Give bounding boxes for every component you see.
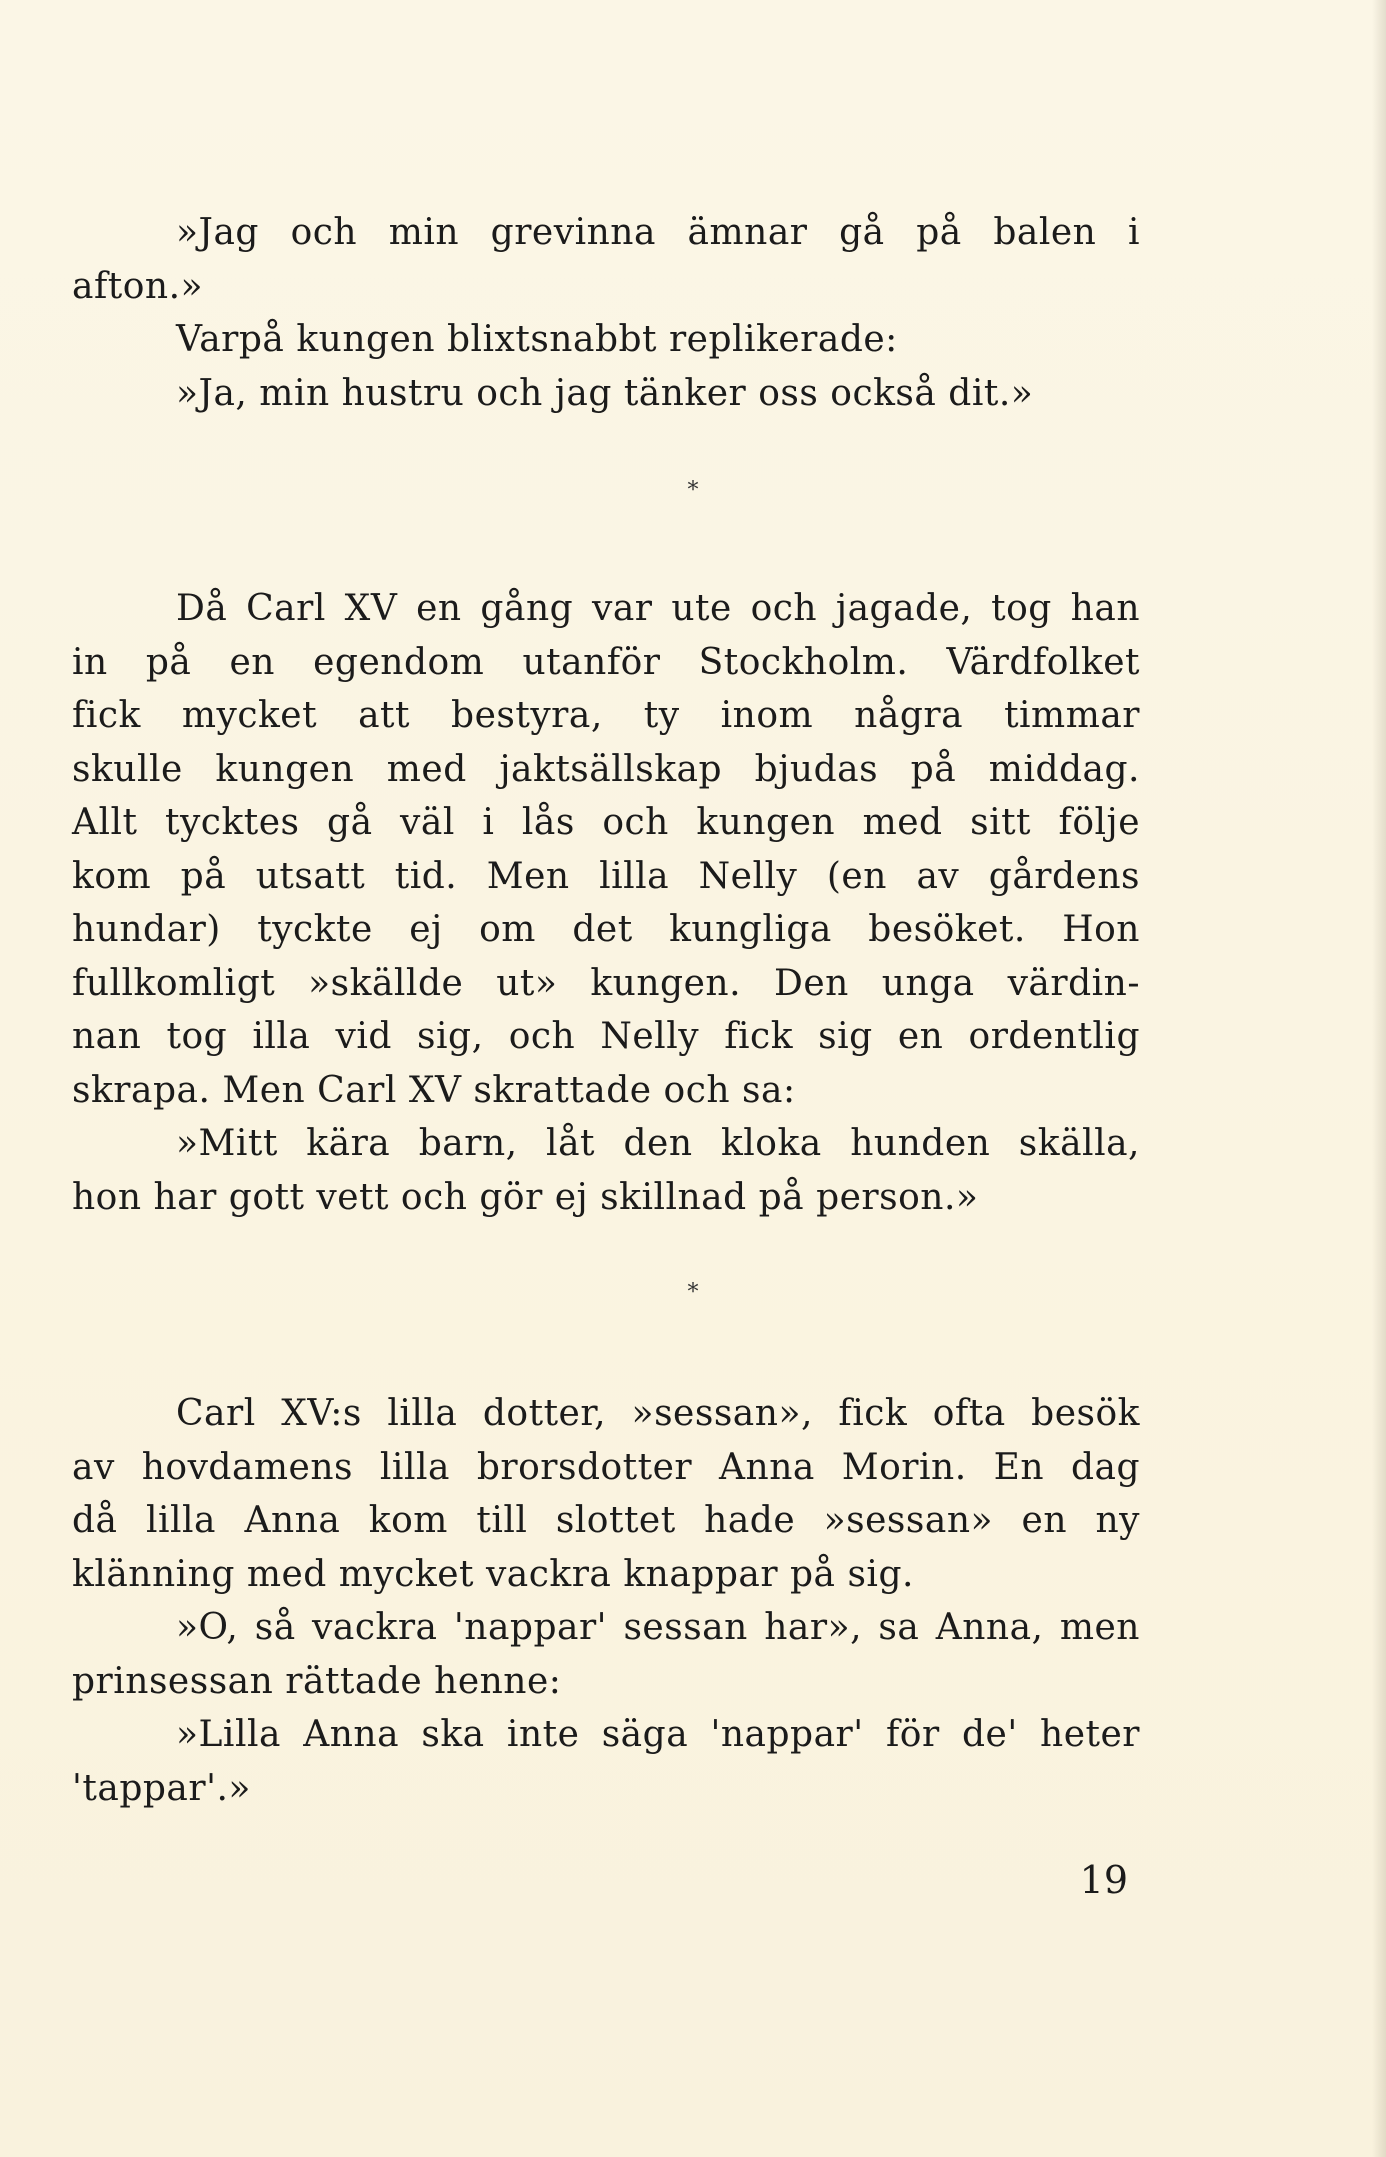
- text-line: »Ja, min hustru och jag tänker oss också dit.»: [176, 372, 1034, 414]
- text-line: då lilla Anna kom till slottet hade »sessan» en ny: [72, 1500, 1140, 1541]
- text-line: Varpå kungen blixtsnabbt replikerade:: [176, 319, 898, 360]
- text-line: Carl XV:s lilla dotter, »sessan», fick ofta besök: [176, 1393, 1140, 1434]
- section-separator: *: [687, 478, 699, 503]
- text-line: fick mycket att bestyra, ty inom några timmar: [72, 695, 1140, 736]
- text-line: fullkomligt »skällde ut» kungen. Den unga värdin-: [72, 962, 1140, 1004]
- text-line: av hovdamens lilla brorsdotter Anna Morin. En dag: [72, 1446, 1140, 1488]
- text-line: »Lilla Anna ska inte säga 'nappar' för de' heter: [176, 1714, 1140, 1755]
- text-line: afton.»: [72, 265, 204, 307]
- text-line: skulle kungen med jaktsällskap bjudas på middag.: [72, 748, 1140, 790]
- text-line: »Jag och min grevinna ämnar gå på balen i: [176, 212, 1140, 253]
- text-line: in på en egendom utanför Stockholm. Värdfolket: [72, 641, 1140, 683]
- text-line: hundar) tyckte ej om det kungliga besöket. Hon: [72, 909, 1140, 950]
- section-separator: *: [687, 1280, 699, 1305]
- text-line: kom på utsatt tid. Men lilla Nelly (en av gårdens: [72, 855, 1140, 897]
- page-edge-shadow: [1372, 0, 1386, 2157]
- text-line: skrapa. Men Carl XV skrattade och sa:: [72, 1069, 796, 1111]
- text-line: 'tappar'.»: [72, 1767, 251, 1809]
- text-line: prinsessan rättade henne:: [72, 1660, 562, 1702]
- anecdote-2: [72, 582, 1140, 1224]
- text-line: klänning med mycket vackra knappar på sig.: [72, 1553, 914, 1595]
- page-number: 19: [1079, 1858, 1128, 1902]
- anecdote-3: [72, 1387, 1140, 1815]
- text-line: hon har gott vett och gör ej skillnad på person.»: [72, 1176, 979, 1218]
- anecdote-1: [72, 206, 1140, 420]
- text-line: Allt tycktes gå väl i lås och kungen med sitt följe: [72, 802, 1140, 843]
- text-line: »O, så vackra 'nappar' sessan har», sa Anna, men: [176, 1607, 1140, 1648]
- text-line: Då Carl XV en gång var ute och jagade, tog han: [176, 588, 1140, 629]
- text-line: »Mitt kära barn, låt den kloka hunden skälla,: [176, 1123, 1140, 1164]
- text-line: nan tog illa vid sig, och Nelly fick sig en ordentlig: [72, 1016, 1140, 1057]
